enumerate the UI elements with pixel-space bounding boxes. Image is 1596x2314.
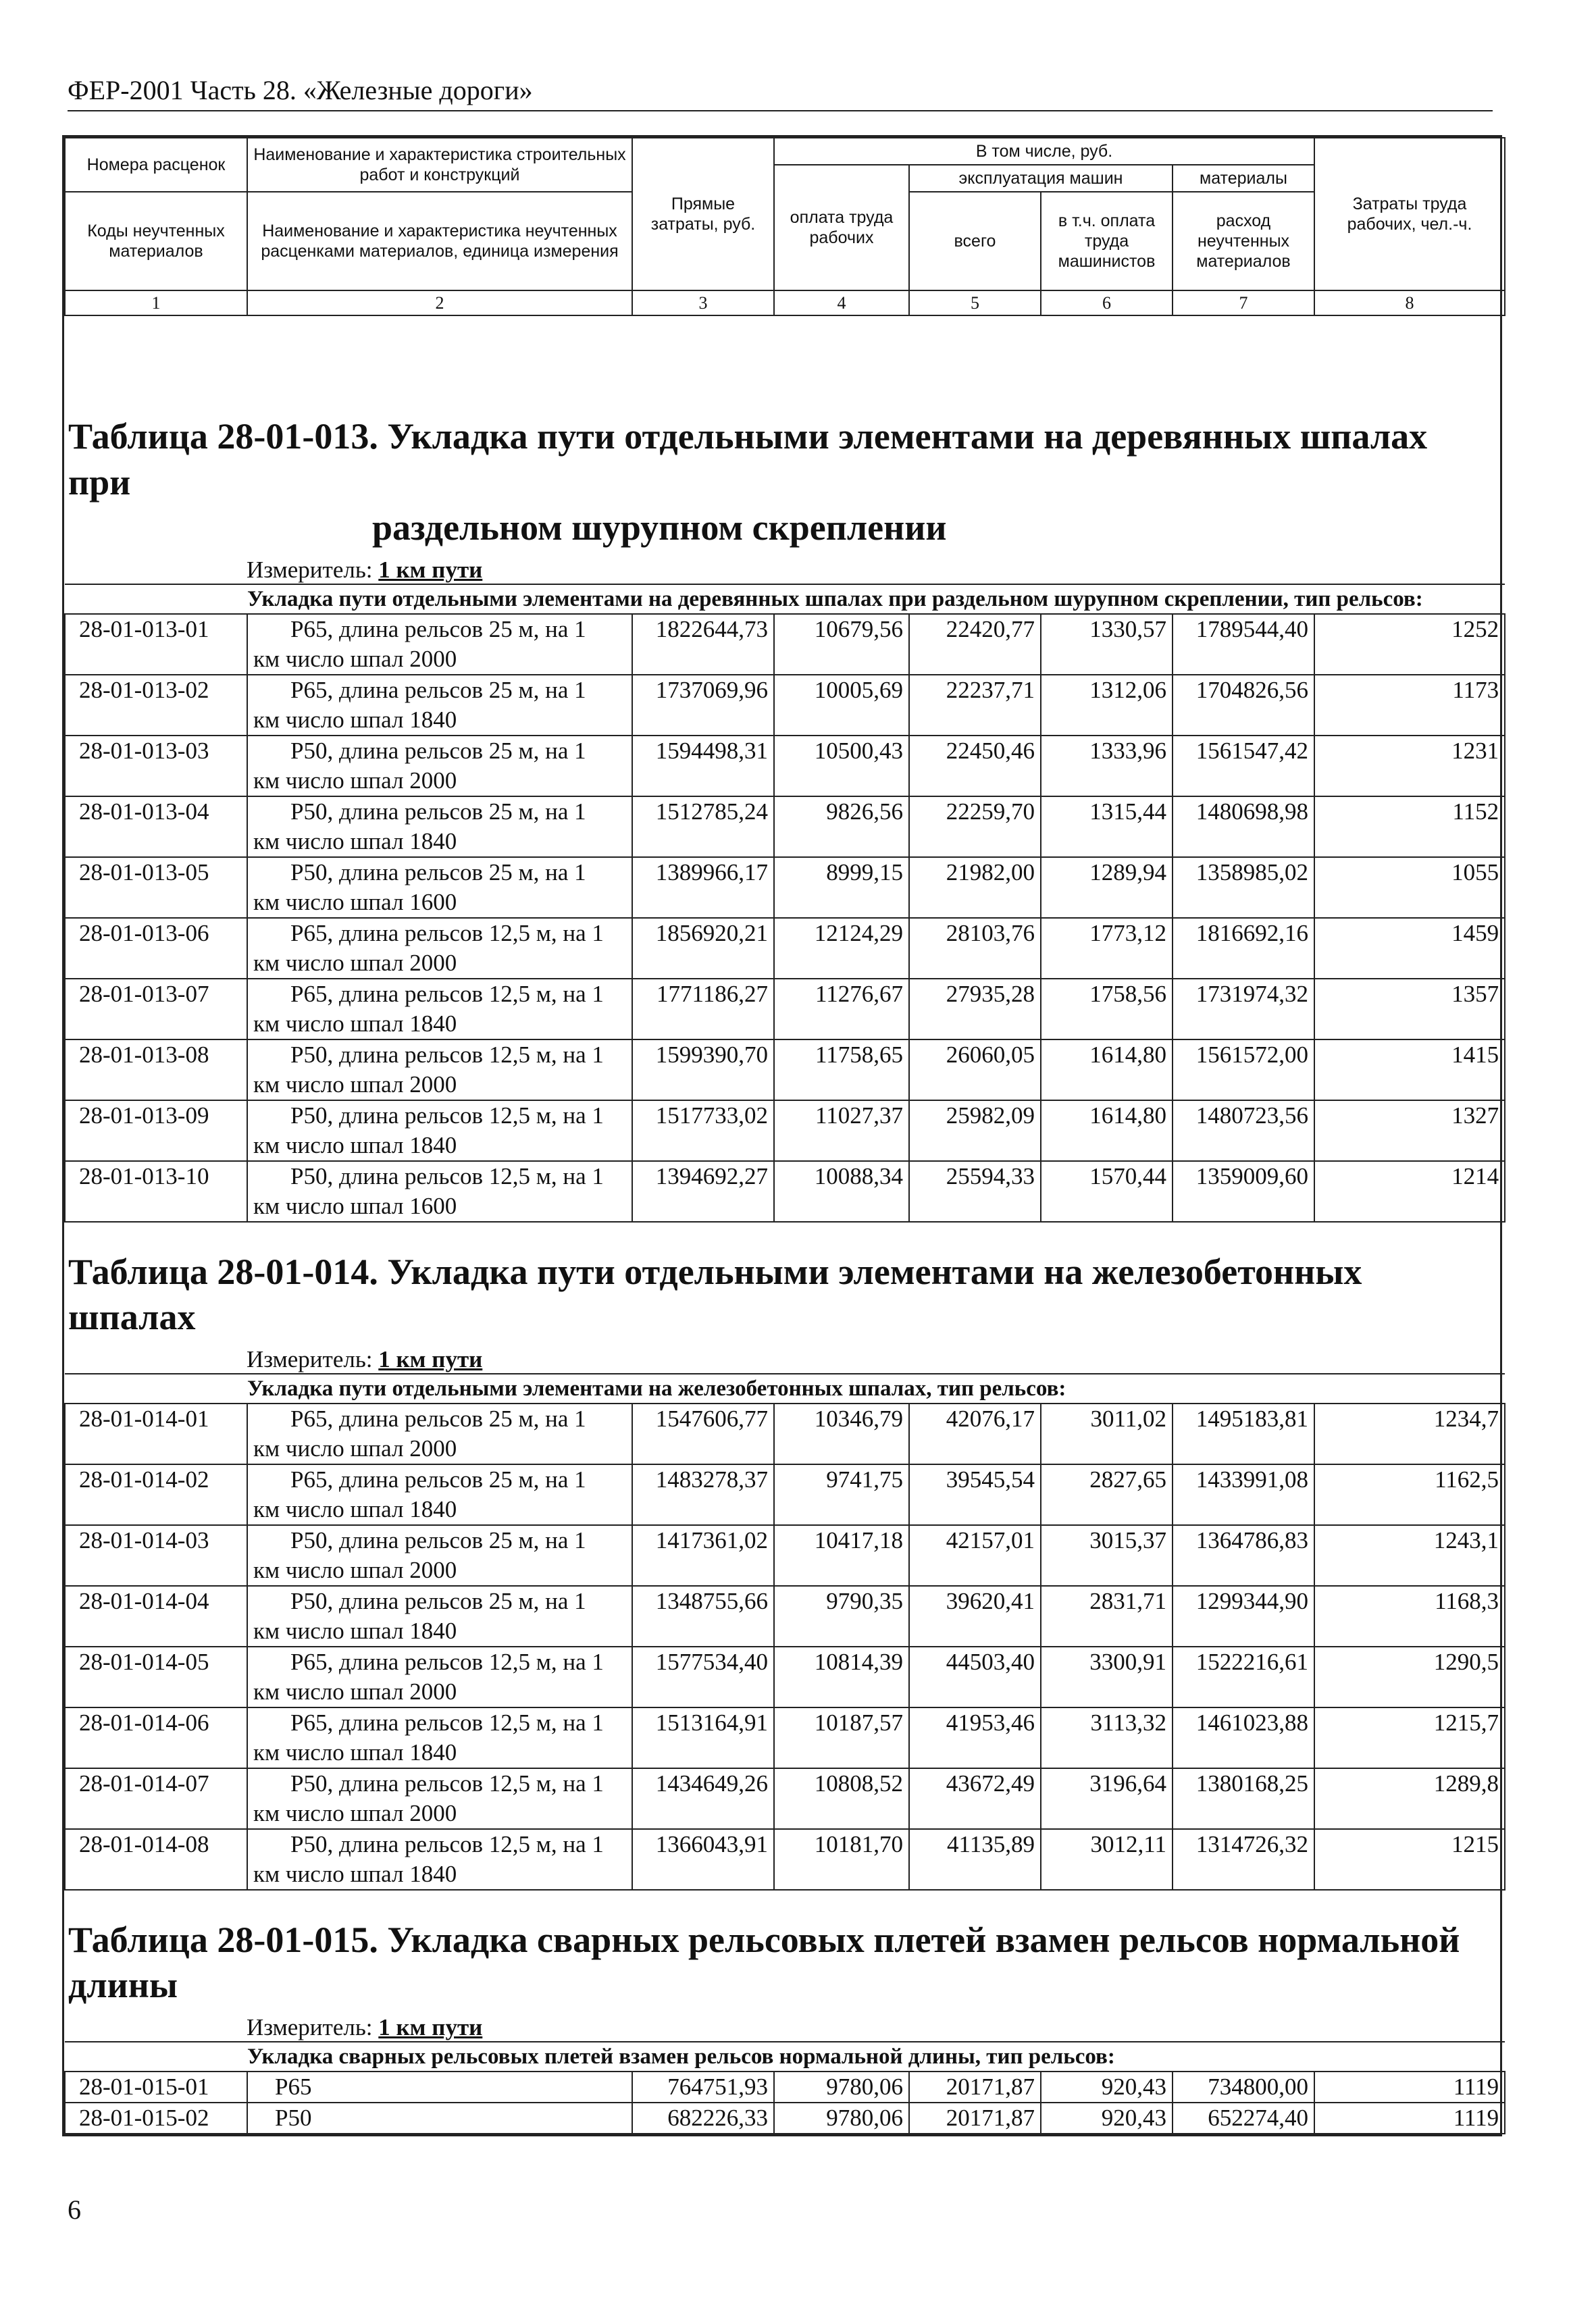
direct-costs: 1394692,27: [632, 1161, 774, 1222]
worker-pay: 10808,52: [774, 1768, 909, 1829]
machine-costs: 39620,41: [909, 1586, 1041, 1647]
col-header-machines-total: всего: [909, 192, 1041, 290]
rate-code: 28-01-015-02: [65, 2103, 247, 2134]
rate-code: 28-01-013-03: [65, 736, 247, 796]
machine-costs: 22237,71: [909, 675, 1041, 736]
measure-015: Измеритель: 1 км пути: [247, 2013, 483, 2040]
labor-hours: 1215,7: [1314, 1707, 1505, 1768]
worker-pay: 10814,39: [774, 1647, 909, 1707]
labor-hours: 1415: [1314, 1039, 1505, 1100]
material-costs: 1380168,25: [1173, 1768, 1314, 1829]
operator-pay: 1614,80: [1041, 1100, 1173, 1161]
labor-hours: 1215: [1314, 1829, 1505, 1890]
table-row: [65, 1586, 1505, 1647]
table-row: [65, 1039, 1505, 1100]
material-costs: 1561547,42: [1173, 736, 1314, 796]
section-title-015: Таблица 28-01-015. Укладка сварных рельсовых плетей взамен рельсов нормальной длины: [68, 1919, 1460, 2006]
labor-hours: 1214: [1314, 1161, 1505, 1222]
labor-hours: 1231: [1314, 736, 1505, 796]
table-row: [65, 1768, 1505, 1829]
col-header-materials: материалы: [1173, 165, 1314, 192]
labor-hours: 1290,5: [1314, 1647, 1505, 1707]
machine-costs: 26060,05: [909, 1039, 1041, 1100]
work-description: Р50, длина рельсов 25 м, на 1 км число шпал 1600: [247, 857, 632, 918]
col-number: 5: [909, 290, 1041, 315]
rate-code: 28-01-013-09: [65, 1100, 247, 1161]
machine-costs: 41953,46: [909, 1707, 1041, 1768]
machine-costs: 44503,40: [909, 1647, 1041, 1707]
worker-pay: 9780,06: [774, 2103, 909, 2134]
direct-costs: 1594498,31: [632, 736, 774, 796]
material-costs: 1522216,61: [1173, 1647, 1314, 1707]
direct-costs: 1434649,26: [632, 1768, 774, 1829]
work-description: Р65, длина рельсов 12,5 м, на 1 км число шпал 1840: [247, 979, 632, 1039]
machine-costs: 22450,46: [909, 736, 1041, 796]
material-costs: 1461023,88: [1173, 1707, 1314, 1768]
column-numbers-row: [65, 290, 1505, 315]
labor-hours: 1289,8: [1314, 1768, 1505, 1829]
table-row: [65, 1647, 1505, 1707]
operator-pay: 3015,37: [1041, 1525, 1173, 1586]
rate-code: 28-01-014-01: [65, 1404, 247, 1464]
work-description: Р65, длина рельсов 25 м, на 1 км число шпал 1840: [247, 675, 632, 736]
table-row: [65, 1464, 1505, 1525]
machine-costs: 25594,33: [909, 1161, 1041, 1222]
operator-pay: 3113,32: [1041, 1707, 1173, 1768]
material-costs: 1364786,83: [1173, 1525, 1314, 1586]
operator-pay: 1570,44: [1041, 1161, 1173, 1222]
price-table-sheet: [62, 135, 1502, 2136]
rate-code: 28-01-014-02: [65, 1464, 247, 1525]
worker-pay: 10181,70: [774, 1829, 909, 1890]
section-title-014: Таблица 28-01-014. Укладка пути отдельными элементами на железобетонных шпалах: [68, 1251, 1362, 1338]
direct-costs: 1856920,21: [632, 918, 774, 979]
table-row: [65, 2103, 1505, 2134]
table-row: [65, 2072, 1505, 2103]
machine-costs: 22420,77: [909, 614, 1041, 675]
work-description: Р65, длина рельсов 12,5 м, на 1 км число шпал 2000: [247, 918, 632, 979]
work-description: Р50, длина рельсов 12,5 м, на 1 км число шпал 1840: [247, 1829, 632, 1890]
col-number: 8: [1314, 290, 1505, 315]
material-costs: 1359009,60: [1173, 1161, 1314, 1222]
table-row: [65, 1404, 1505, 1464]
direct-costs: 1822644,73: [632, 614, 774, 675]
col-header-material-name: Наименование и характеристика неучтенных расценками материалов, единица измерения: [247, 192, 632, 290]
material-costs: 1816692,16: [1173, 918, 1314, 979]
labor-hours: 1327: [1314, 1100, 1505, 1161]
direct-costs: 1599390,70: [632, 1039, 774, 1100]
col-header-material-codes: Коды неучтенных материалов: [65, 192, 247, 290]
operator-pay: 920,43: [1041, 2103, 1173, 2134]
machine-costs: 22259,70: [909, 796, 1041, 857]
rate-code: 28-01-013-10: [65, 1161, 247, 1222]
rate-code: 28-01-013-04: [65, 796, 247, 857]
machine-costs: 21982,00: [909, 857, 1041, 918]
labor-hours: 1055: [1314, 857, 1505, 918]
labor-hours: 1168,3: [1314, 1586, 1505, 1647]
col-header-worker-pay: оплата труда рабочих: [774, 165, 909, 290]
column-header-table: [64, 137, 1505, 316]
rate-code: 28-01-014-04: [65, 1586, 247, 1647]
data-table-015: [64, 2041, 1505, 2134]
material-costs: 652274,40: [1173, 2103, 1314, 2134]
work-description: Р65, длина рельсов 12,5 м, на 1 км число шпал 1840: [247, 1707, 632, 1768]
col-number: 1: [65, 290, 247, 315]
operator-pay: 1773,12: [1041, 918, 1173, 979]
worker-pay: 10005,69: [774, 675, 909, 736]
worker-pay: 10088,34: [774, 1161, 909, 1222]
labor-hours: 1119: [1314, 2103, 1505, 2134]
section-title-013: Таблица 28-01-013. Укладка пути отдельными элементами на деревянных шпалах при раздельном шурупном скреплении: [68, 416, 1428, 548]
direct-costs: 1771186,27: [632, 979, 774, 1039]
rate-code: 28-01-014-03: [65, 1525, 247, 1586]
material-costs: 1495183,81: [1173, 1404, 1314, 1464]
rate-code: 28-01-013-02: [65, 675, 247, 736]
direct-costs: 1389966,17: [632, 857, 774, 918]
table-row: [65, 1161, 1505, 1222]
direct-costs: 1577534,40: [632, 1647, 774, 1707]
table-row: [65, 979, 1505, 1039]
page-number: 6: [68, 2194, 81, 2225]
machine-costs: 41135,89: [909, 1829, 1041, 1890]
col-number: 3: [632, 290, 774, 315]
col-header-material-consumption: расход неучтенных материалов: [1173, 192, 1314, 290]
operator-pay: 920,43: [1041, 2072, 1173, 2103]
direct-costs: 1417361,02: [632, 1525, 774, 1586]
rate-code: 28-01-015-01: [65, 2072, 247, 2103]
col-number: 4: [774, 290, 909, 315]
work-description: Р50, длина рельсов 25 м, на 1 км число шпал 2000: [247, 736, 632, 796]
work-description: Р65, длина рельсов 25 м, на 1 км число шпал 2000: [247, 614, 632, 675]
labor-hours: 1243,1: [1314, 1525, 1505, 1586]
table-row: [65, 1829, 1505, 1890]
direct-costs: 1547606,77: [632, 1404, 774, 1464]
worker-pay: 10500,43: [774, 736, 909, 796]
operator-pay: 3300,91: [1041, 1647, 1173, 1707]
rate-code: 28-01-013-01: [65, 614, 247, 675]
direct-costs: 1366043,91: [632, 1829, 774, 1890]
worker-pay: 11276,67: [774, 979, 909, 1039]
table-row: [65, 918, 1505, 979]
worker-pay: 10346,79: [774, 1404, 909, 1464]
data-table-014: [64, 1373, 1505, 1891]
operator-pay: 1312,06: [1041, 675, 1173, 736]
rate-code: 28-01-014-08: [65, 1829, 247, 1890]
material-costs: 1480698,98: [1173, 796, 1314, 857]
rate-code: 28-01-013-05: [65, 857, 247, 918]
table-row: [65, 736, 1505, 796]
labor-hours: 1162,5: [1314, 1464, 1505, 1525]
labor-hours: 1173: [1314, 675, 1505, 736]
rate-code: 28-01-013-06: [65, 918, 247, 979]
material-costs: 1358985,02: [1173, 857, 1314, 918]
worker-pay: 8999,15: [774, 857, 909, 918]
col-header-direct-costs: Прямые затраты, руб.: [632, 138, 774, 290]
table-row: [65, 1100, 1505, 1161]
material-costs: 1480723,56: [1173, 1100, 1314, 1161]
labor-hours: 1459: [1314, 918, 1505, 979]
machine-costs: 20171,87: [909, 2072, 1041, 2103]
machine-costs: 20171,87: [909, 2103, 1041, 2134]
operator-pay: 1333,96: [1041, 736, 1173, 796]
worker-pay: 11758,65: [774, 1039, 909, 1100]
table-caption: Укладка сварных рельсовых плетей взамен рельсов нормальной длины, тип рельсов:: [65, 2042, 1505, 2072]
col-header-labor-hours: Затраты труда рабочих, чел.-ч.: [1314, 138, 1505, 290]
rate-code: 28-01-014-07: [65, 1768, 247, 1829]
operator-pay: 3012,11: [1041, 1829, 1173, 1890]
material-costs: 1789544,40: [1173, 614, 1314, 675]
worker-pay: 10417,18: [774, 1525, 909, 1586]
worker-pay: 11027,37: [774, 1100, 909, 1161]
labor-hours: 1152: [1314, 796, 1505, 857]
work-description: Р50, длина рельсов 25 м, на 1 км число шпал 1840: [247, 796, 632, 857]
machine-costs: 27935,28: [909, 979, 1041, 1039]
work-description: Р50: [247, 2103, 632, 2134]
machine-costs: 42157,01: [909, 1525, 1041, 1586]
operator-pay: 3011,02: [1041, 1404, 1173, 1464]
material-costs: 1299344,90: [1173, 1586, 1314, 1647]
col-header-work-name: Наименование и характеристика строительных работ и конструкций: [247, 138, 632, 192]
worker-pay: 9826,56: [774, 796, 909, 857]
measure-014: Измеритель: 1 км пути: [247, 1345, 483, 1372]
worker-pay: 12124,29: [774, 918, 909, 979]
operator-pay: 3196,64: [1041, 1768, 1173, 1829]
col-header-operator-pay: в т.ч. оплата труда машинистов: [1041, 192, 1173, 290]
labor-hours: 1234,7: [1314, 1404, 1505, 1464]
material-costs: 1731974,32: [1173, 979, 1314, 1039]
col-header-machines: эксплуатация машин: [909, 165, 1173, 192]
worker-pay: 9741,75: [774, 1464, 909, 1525]
direct-costs: 1737069,96: [632, 675, 774, 736]
col-header-including: В том числе, руб.: [774, 138, 1314, 165]
operator-pay: 2831,71: [1041, 1586, 1173, 1647]
measure-013: Измеритель: 1 км пути: [247, 556, 483, 583]
data-table-013: [64, 584, 1505, 1223]
table-row: [65, 796, 1505, 857]
work-description: Р50, длина рельсов 25 м, на 1 км число шпал 2000: [247, 1525, 632, 1586]
worker-pay: 9780,06: [774, 2072, 909, 2103]
operator-pay: 1330,57: [1041, 614, 1173, 675]
work-description: Р50, длина рельсов 12,5 м, на 1 км число шпал 2000: [247, 1039, 632, 1100]
col-number: 2: [247, 290, 632, 315]
machine-costs: 43672,49: [909, 1768, 1041, 1829]
direct-costs: 1513164,91: [632, 1707, 774, 1768]
operator-pay: 1758,56: [1041, 979, 1173, 1039]
work-description: Р65, длина рельсов 25 м, на 1 км число шпал 2000: [247, 1404, 632, 1464]
machine-costs: 42076,17: [909, 1404, 1041, 1464]
work-description: Р50, длина рельсов 12,5 м, на 1 км число шпал 1840: [247, 1100, 632, 1161]
material-costs: 1561572,00: [1173, 1039, 1314, 1100]
rate-code: 28-01-013-07: [65, 979, 247, 1039]
operator-pay: 1315,44: [1041, 796, 1173, 857]
work-description: Р50, длина рельсов 12,5 м, на 1 км число шпал 1600: [247, 1161, 632, 1222]
col-number: 6: [1041, 290, 1173, 315]
machine-costs: 39545,54: [909, 1464, 1041, 1525]
operator-pay: 2827,65: [1041, 1464, 1173, 1525]
work-description: Р65, длина рельсов 25 м, на 1 км число шпал 1840: [247, 1464, 632, 1525]
material-costs: 1704826,56: [1173, 675, 1314, 736]
table-row: [65, 1707, 1505, 1768]
table-row: [65, 857, 1505, 918]
direct-costs: 1512785,24: [632, 796, 774, 857]
direct-costs: 764751,93: [632, 2072, 774, 2103]
table-row: [65, 614, 1505, 675]
col-header-rate-numbers: Номера расценок: [65, 138, 247, 192]
labor-hours: 1252: [1314, 614, 1505, 675]
work-description: Р65, длина рельсов 12,5 м, на 1 км число шпал 2000: [247, 1647, 632, 1707]
direct-costs: 682226,33: [632, 2103, 774, 2134]
machine-costs: 25982,09: [909, 1100, 1041, 1161]
material-costs: 1433991,08: [1173, 1464, 1314, 1525]
material-costs: 1314726,32: [1173, 1829, 1314, 1890]
labor-hours: 1357: [1314, 979, 1505, 1039]
direct-costs: 1348755,66: [632, 1586, 774, 1647]
worker-pay: 10679,56: [774, 614, 909, 675]
material-costs: 734800,00: [1173, 2072, 1314, 2103]
direct-costs: 1483278,37: [632, 1464, 774, 1525]
table-caption: Укладка пути отдельными элементами на деревянных шпалах при раздельном шурупном скреплении, тип рельсов:: [65, 584, 1505, 614]
rate-code: 28-01-014-06: [65, 1707, 247, 1768]
rate-code: 28-01-014-05: [65, 1647, 247, 1707]
page-header: ФЕР-2001 Часть 28. «Железные дороги»: [68, 74, 1493, 111]
operator-pay: 1614,80: [1041, 1039, 1173, 1100]
work-description: Р50, длина рельсов 12,5 м, на 1 км число шпал 2000: [247, 1768, 632, 1829]
labor-hours: 1119: [1314, 2072, 1505, 2103]
work-description: Р65: [247, 2072, 632, 2103]
worker-pay: 9790,35: [774, 1586, 909, 1647]
rate-code: 28-01-013-08: [65, 1039, 247, 1100]
table-row: [65, 1525, 1505, 1586]
work-description: Р50, длина рельсов 25 м, на 1 км число шпал 1840: [247, 1586, 632, 1647]
direct-costs: 1517733,02: [632, 1100, 774, 1161]
table-row: [65, 675, 1505, 736]
table-caption: Укладка пути отдельными элементами на железобетонных шпалах, тип рельсов:: [65, 1374, 1505, 1404]
machine-costs: 28103,76: [909, 918, 1041, 979]
col-number: 7: [1173, 290, 1314, 315]
worker-pay: 10187,57: [774, 1707, 909, 1768]
operator-pay: 1289,94: [1041, 857, 1173, 918]
